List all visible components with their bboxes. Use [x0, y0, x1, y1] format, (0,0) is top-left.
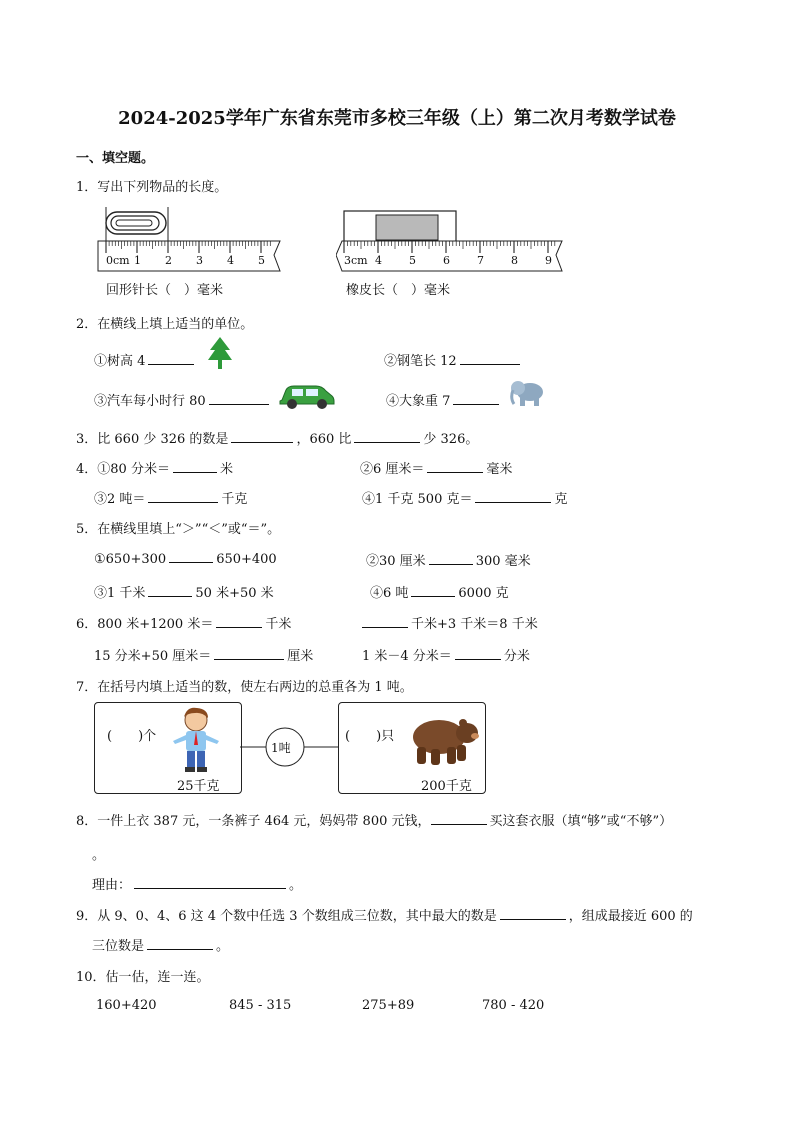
- question-9: [76, 905, 693, 924]
- q9-text-1: 9．从 9、0、4、6 这 4 个数中任选 3 个数组成三位数，其中最大的数是: [76, 909, 497, 924]
- q9-text-3: 三位数是: [92, 939, 145, 954]
- answer-blank[interactable]: [431, 812, 487, 825]
- question-10: 10．估一估，连一连。: [76, 970, 210, 985]
- answer-blank[interactable]: [354, 430, 420, 443]
- q6-d-text: 1 米－4 分米＝: [362, 649, 452, 664]
- q2-a-text: ①树高 4: [94, 354, 146, 369]
- q2-b-text: ②钢笔长 12: [384, 354, 457, 369]
- q9-text-4: 。: [216, 939, 230, 954]
- q6-item-d: [362, 645, 530, 664]
- q5-item-c: [94, 582, 274, 601]
- q8-period: 。: [92, 848, 106, 863]
- ruler-eraser-figure: [336, 205, 566, 273]
- q5-d-left: ④6 吨: [370, 586, 409, 601]
- q2-item-b: [384, 350, 523, 369]
- q5-c-left: ③1 千米: [94, 586, 146, 601]
- answer-blank[interactable]: [209, 392, 269, 405]
- q5-item-a: [94, 550, 277, 567]
- section-heading: 一、填空题。: [76, 151, 155, 166]
- ruler-tick-label: 1: [134, 254, 141, 267]
- ruler-tick-label: 7: [477, 254, 484, 267]
- answer-blank[interactable]: [455, 647, 501, 660]
- q6-b-text: 千米+3 千米＝8 千米: [411, 617, 538, 632]
- ruler-tick-label: 5: [409, 254, 416, 267]
- q2-item-c: [94, 390, 272, 409]
- page-title: 2024-2025学年广东省东莞市多校三年级（上）第二次月考数学试卷: [118, 108, 676, 129]
- bear-icon: [403, 709, 481, 767]
- question-5: 5．在横线里填上“＞”“＜”或“＝”。: [76, 522, 281, 537]
- q2-c-text: ③汽车每小时行 80: [94, 394, 206, 409]
- boy-weight-label: 25千克: [177, 779, 220, 794]
- answer-blank[interactable]: [411, 584, 455, 597]
- q6-item-c: [94, 645, 313, 664]
- q6-c-text: 15 分米+50 厘米＝: [94, 649, 212, 664]
- answer-blank[interactable]: [148, 584, 192, 597]
- ruler-tick-label: 3cm: [344, 254, 368, 267]
- answer-blank[interactable]: [453, 392, 499, 405]
- answer-blank[interactable]: [169, 550, 213, 563]
- question-8: [76, 810, 672, 829]
- answer-blank[interactable]: [214, 647, 284, 660]
- bear-weight-label: 200千克: [421, 779, 472, 794]
- q2-item-a: [94, 350, 197, 369]
- answer-blank[interactable]: [362, 615, 408, 628]
- answer-blank[interactable]: [216, 615, 262, 628]
- boy-count-blank[interactable]: ( )个: [107, 729, 157, 744]
- q4-c-text: ③2 吨＝: [94, 492, 146, 507]
- q4-a-text: 4．①80 分米＝: [76, 462, 170, 477]
- answer-blank[interactable]: [231, 430, 293, 443]
- q4-b-unit: 毫米: [486, 462, 513, 477]
- q5-a-left: ①650+300: [94, 552, 167, 567]
- tree-icon: [206, 336, 234, 370]
- boy-weight-box: [94, 702, 242, 794]
- ruler-tick-label: 6: [443, 254, 450, 267]
- ruler-tick-label: 5: [258, 254, 265, 267]
- q5-b-right: 300 毫米: [475, 554, 531, 569]
- q4-d-unit: 克: [554, 492, 568, 507]
- ruler-tick-label: 3: [196, 254, 203, 267]
- boy-icon: [167, 705, 225, 775]
- q3-text-2: ，660 比: [296, 432, 352, 447]
- q8-reason: [92, 874, 302, 893]
- q10-expr-4[interactable]: 780 - 420: [482, 998, 545, 1013]
- question-7: 7．在括号内填上适当的数，使左右两边的总重各为 1 吨。: [76, 680, 413, 695]
- ruler-1-caption: 回形针长（ ）毫米: [106, 283, 224, 298]
- q3-text-3: 少 326。: [423, 432, 479, 447]
- q4-c-unit: 千克: [221, 492, 248, 507]
- q5-item-b: [366, 550, 531, 569]
- ruler-tick-label: 4: [375, 254, 382, 267]
- q6-a-unit: 千米: [265, 617, 292, 632]
- car-icon: [278, 382, 336, 410]
- paperclip-icon: [106, 212, 166, 234]
- answer-blank[interactable]: [500, 907, 566, 920]
- ruler-tick-label: 8: [511, 254, 518, 267]
- ruler-tick-label: 9: [545, 254, 552, 267]
- q10-expr-3[interactable]: 275+89: [362, 998, 415, 1013]
- q6-d-unit: 分米: [503, 649, 530, 664]
- one-ton-label: 1吨: [271, 741, 291, 755]
- q8-reason-end: 。: [289, 878, 303, 893]
- question-3: [76, 428, 478, 447]
- ruler-2-caption: 橡皮长（ ）毫米: [346, 283, 451, 298]
- q8-text-1: 8．一件上衣 387 元，一条裤子 464 元，妈妈带 800 元钱，: [76, 814, 431, 829]
- q8-text-2: 买这套衣服（填“够”或“不够”）: [489, 814, 673, 829]
- answer-blank[interactable]: [475, 490, 551, 503]
- question-9-line2: [92, 935, 229, 954]
- answer-blank[interactable]: [148, 352, 194, 365]
- reason-blank[interactable]: [134, 876, 286, 889]
- question-2: 2．在横线上填上适当的单位。: [76, 317, 254, 332]
- q5-c-right: 50 米+50 米: [195, 586, 274, 601]
- q5-a-right: 650+400: [216, 552, 277, 567]
- q10-expr-1[interactable]: 160+420: [96, 998, 157, 1013]
- bear-weight-box: [338, 702, 486, 794]
- q5-d-right: 6000 克: [458, 586, 509, 601]
- q6-a-text: 6．800 米+1200 米＝: [76, 617, 214, 632]
- q6-item-b: [362, 613, 538, 632]
- answer-blank[interactable]: [429, 552, 473, 565]
- q2-d-text: ④大象重 7: [386, 394, 451, 409]
- answer-blank[interactable]: [147, 937, 213, 950]
- q4-item-d: [362, 488, 568, 507]
- question-1: 1．写出下列物品的长度。: [76, 180, 228, 195]
- q4-d-text: ④1 千克 500 克＝: [362, 492, 473, 507]
- ruler-tick-label: 0cm: [106, 254, 130, 267]
- q2-item-d: [386, 390, 502, 409]
- q4-item-c: [94, 488, 247, 507]
- ruler-tick-label: 2: [165, 254, 172, 267]
- bear-count-blank[interactable]: ( )只: [345, 729, 395, 744]
- answer-blank[interactable]: [427, 460, 483, 473]
- q6-c-unit: 厘米: [287, 649, 314, 664]
- answer-blank[interactable]: [148, 490, 218, 503]
- answer-blank[interactable]: [460, 352, 520, 365]
- q4-item-b: [360, 458, 512, 477]
- q4-item-a: [76, 458, 233, 477]
- q5-b-left: ②30 厘米: [366, 554, 426, 569]
- q8-reason-label: 理由：: [92, 878, 132, 893]
- q5-item-d: [370, 582, 509, 601]
- elephant-icon: [510, 378, 548, 408]
- q10-expr-2[interactable]: 845 - 315: [229, 998, 292, 1013]
- q4-a-unit: 米: [219, 462, 233, 477]
- eraser-icon: [376, 215, 438, 240]
- q9-text-2: ，组成最接近 600 的: [568, 909, 693, 924]
- ruler-tick-label: 4: [227, 254, 234, 267]
- q6-item-a: [76, 613, 291, 632]
- answer-blank[interactable]: [173, 460, 217, 473]
- q3-text-1: 3．比 660 少 326 的数是: [76, 432, 229, 447]
- q4-b-text: ②6 厘米＝: [360, 462, 425, 477]
